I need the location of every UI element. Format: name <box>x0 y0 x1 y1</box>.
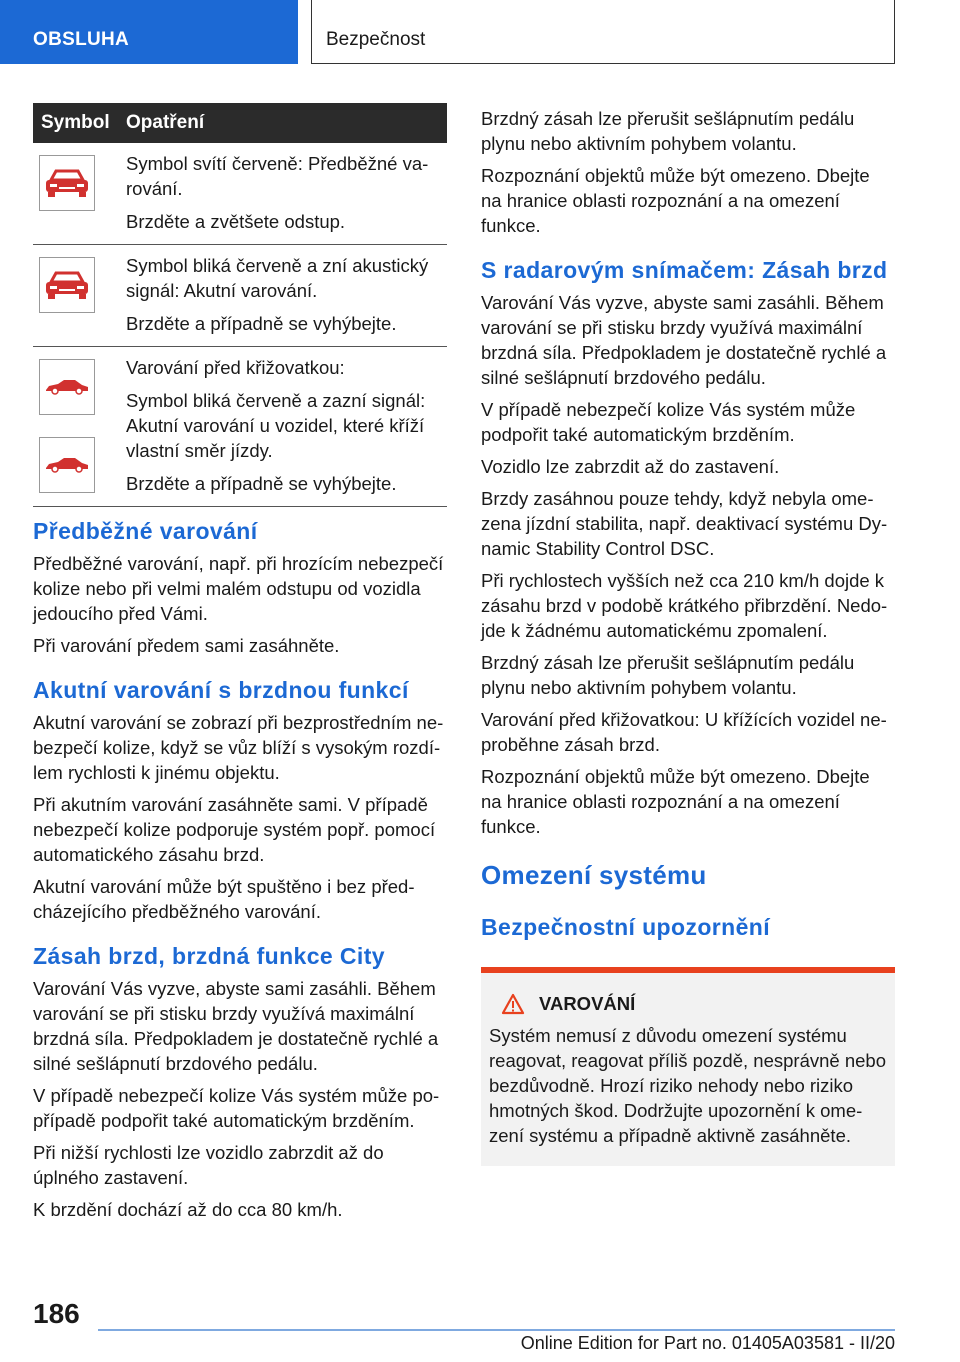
row-text: Symbol svítí červeně: Předběžné va-rování. <box>126 153 429 199</box>
row-text: Brzděte a případně se vyhýbejte. <box>126 473 397 494</box>
warning-box <box>481 967 895 1166</box>
column-action: Opatření <box>126 112 205 133</box>
heading-acute-warning: Akutní varování s brzdnou funkcí <box>33 677 409 703</box>
paragraph: Při rychlostech vyšších než cca 210 km/h dojde k zásahu brzd v podobě krátkého přibrzdění. Nedo-jde k žádnému automatickému zpomalení. <box>481 570 888 641</box>
car-side-warning-icon <box>39 437 95 493</box>
paragraph: Brzdný zásah lze přerušit sešlápnutím pedálu plynu nebo aktivním pohybem volantu. <box>481 652 855 698</box>
car-side-warning-icon <box>39 359 95 415</box>
table-row <box>33 143 447 245</box>
paragraph: Při akutním varování zasáhněte sami. V případě nebezpečí kolize podporuje systém popř. pomocí automatického zásahu brzd. <box>33 794 436 865</box>
warning-triangle-icon <box>501 993 525 1015</box>
paragraph: V případě nebezpečí kolize Vás systém může podpořit také automatickým brzděním. <box>481 399 856 445</box>
paragraph: Rozpoznání objektů může být omezeno. Dbejte na hranice oblasti rozpoznání a na omezení funkce. <box>481 165 870 236</box>
table-row <box>33 245 447 347</box>
heading-radar-brake: S radarovým snímačem: Zásah brzd <box>481 257 888 283</box>
symbol-table <box>33 103 447 507</box>
warning-body: Systém nemusí z důvodu omezení systému reagovat, reagovat příliš pozdě, nesprávně nebo bezdůvodně. Hrozí riziko nehody nebo riziko hmotných škod. Dodržujte upozornění k ome-zení systému a případně aktivně zasáhněte. <box>489 1025 886 1146</box>
paragraph: Rozpoznání objektů může být omezeno. Dbejte na hranice oblasti rozpoznání a na omezení funkce. <box>481 766 870 837</box>
section-tab: OBSLUHA <box>0 0 298 64</box>
paragraph: Varování před křižovatkou: U křížících vozidel ne-proběhne zásah brzd. <box>481 709 887 755</box>
row-text: Varování před křižovatkou: <box>126 357 345 378</box>
topic-header: Bezpečnost <box>311 0 895 64</box>
paragraph: Předběžné varování, např. při hrozícím nebezpečí kolize nebo při velmi malém odstupu od vozidla jedoucího před Vámi. <box>33 553 444 624</box>
paragraph: Akutní varování může být spuštěno i bez před-cházejícího předběžného varování. <box>33 876 415 922</box>
paragraph: Při nižší rychlosti lze vozidlo zabrzdit až do úplného zastavení. <box>33 1142 384 1188</box>
row-text: Symbol bliká červeně a zazní signál: Akutní varování u vozidel, které kříží vlastní směr jízdy. <box>126 390 426 461</box>
paragraph: Brzdný zásah lze přerušit sešlápnutím pedálu plynu nebo aktivním pohybem volantu. <box>481 108 855 154</box>
car-front-warning-icon <box>39 257 95 313</box>
edition-text: Online Edition for Part no. 01405A03581 - II/20 <box>520 1333 895 1353</box>
table-row <box>33 347 447 507</box>
warning-title-text: VAROVÁNÍ <box>539 993 636 1014</box>
heading-brake-intervention: Zásah brzd, brzdná funkce City <box>33 943 385 969</box>
car-front-warning-icon <box>39 155 95 211</box>
warning-title <box>489 993 887 1015</box>
table-header <box>33 103 447 143</box>
footer-divider <box>98 1329 895 1331</box>
paragraph: Brzdy zasáhnou pouze tehdy, když nebyla ome-zena jízdní stabilita, např. deaktivací systému Dy-namic Stability Control DSC. <box>481 488 888 559</box>
heading-preliminary-warning: Předběžné varování <box>33 518 258 544</box>
column-symbol: Symbol <box>41 112 110 133</box>
page-number: 186 <box>33 1298 80 1329</box>
row-text: Brzděte a případně se vyhýbejte. <box>126 313 397 334</box>
left-column <box>33 517 447 1229</box>
row-text: Brzděte a zvětšete odstup. <box>126 211 346 232</box>
paragraph: Varování Vás vyzve, abyste sami zasáhli. Během varování se při stisku brzdy využívá maximální brzdná síla. Předpokladem je dostatečně rychlé a silné sešlápnutí brzdového pedálu. <box>33 978 439 1074</box>
right-column <box>481 106 895 947</box>
heading-safety-notes: Bezpečnostní upozornění <box>481 914 771 940</box>
paragraph: K brzdění dochází až do cca 80 km/h. <box>33 1199 343 1220</box>
heading-system-limits: Omezení systému <box>481 860 707 890</box>
paragraph: Akutní varování se zobrazí při bezprostředním ne-bezpečí kolize, když se vůz blíží s vysokým rozdí-lem rychlosti k jinému objektu. <box>33 712 444 783</box>
paragraph: V případě nebezpečí kolize Vás systém může po-případě podpořit také automatickým brzděním. <box>33 1085 440 1131</box>
paragraph: Při varování předem sami zasáhněte. <box>33 635 340 656</box>
row-text: Symbol bliká červeně a zní akustický signál: Akutní varování. <box>126 255 429 301</box>
paragraph: Vozidlo lze zabrzdit až do zastavení. <box>481 456 780 477</box>
paragraph: Varování Vás vyzve, abyste sami zasáhli. Během varování se při stisku brzdy využívá maximální brzdná síla. Předpokladem je dostatečně rychlé a silné sešlápnutí brzdového pedálu. <box>481 292 887 388</box>
